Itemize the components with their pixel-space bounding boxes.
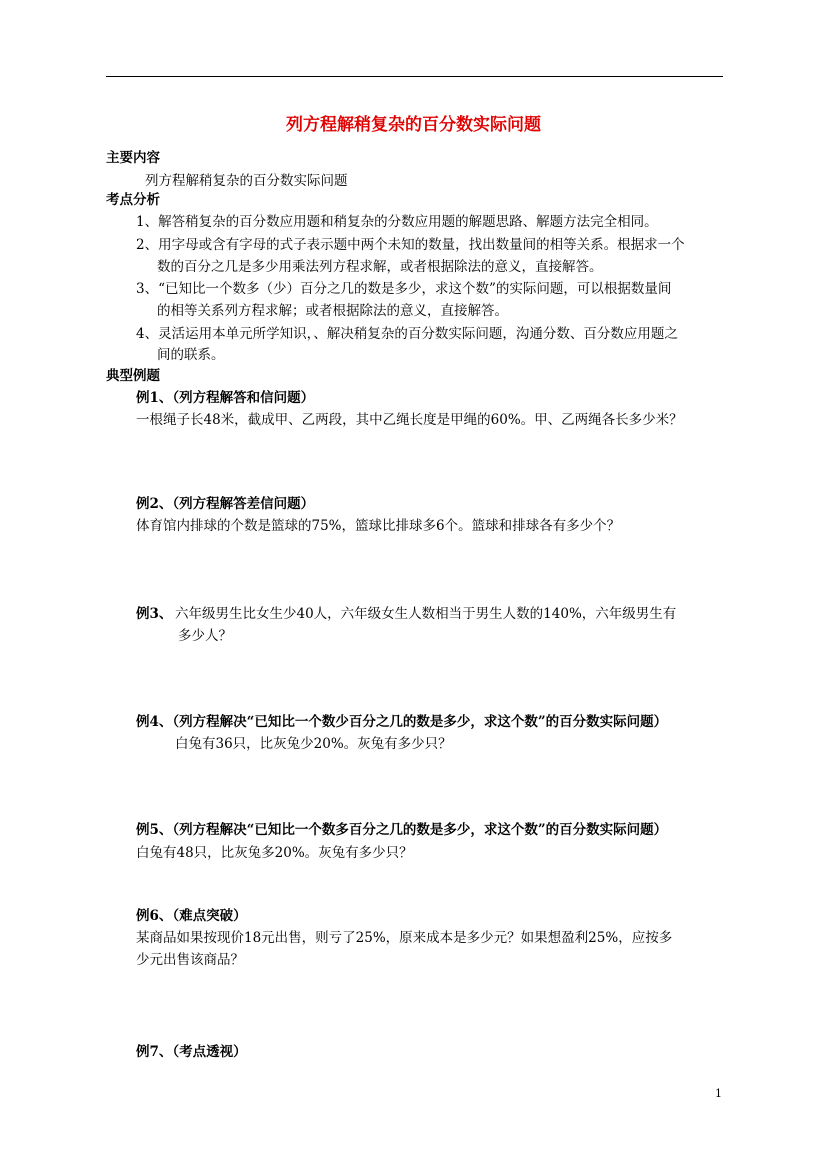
example-6-label: 例6、（难点突破） (136, 908, 247, 924)
example-3-text-cont: 多少人？ (178, 628, 232, 644)
analysis-heading: 考点分析 (106, 192, 160, 208)
example-7-label: 例7、（考点透视） (136, 1044, 247, 1060)
examples-heading: 典型例题 (106, 368, 160, 384)
analysis-item-3-cont: 的相等关系列方程求解；或者根据除法的意义，直接解答。 (157, 303, 508, 319)
example-6-text: 某商品如果按现价18元出售，则亏了25%，原来成本是多少元？如果想盈利25%，应按多 (136, 930, 673, 946)
example-3-text: 六年级男生比女生少40人，六年级女生人数相当于男生人数的140%，六年级男生有 (175, 606, 677, 622)
analysis-item-3: 3、“已知比一个数多（少）百分之几的数是多少，求这个数”的实际问题，可以根据数量间 (136, 281, 672, 297)
header-rule (106, 76, 723, 77)
analysis-item-2: 2、用字母或含有字母的式子表示题中两个未知的数量，找出数量间的相等关系。根据求一个 (136, 237, 685, 253)
example-3-label: 例3、 (136, 606, 173, 622)
example-1-label: 例1、（列方程解答和信问题） (136, 390, 315, 406)
example-5-label: 例5、（列方程解决“已知比一个数多百分之几的数是多少，求这个数”的百分数实际问题） (136, 822, 668, 838)
analysis-item-1: 1、解答稍复杂的百分数应用题和稍复杂的分数应用题的解题思路、解题方法完全相同。 (136, 214, 658, 230)
example-6-text-cont: 少元出售该商品？ (136, 952, 244, 968)
main-content-heading: 主要内容 (106, 150, 160, 166)
page-number: 1 (715, 1087, 722, 1100)
example-4-text: 白兔有36只，比灰兔少20%。灰兔有多少只？ (175, 736, 452, 752)
analysis-item-4-cont: 间的联系。 (157, 347, 225, 363)
page-title: 列方程解稍复杂的百分数实际问题 (286, 115, 541, 135)
example-1-text: 一根绳子长48米，截成甲、乙两段，其中乙绳长度是甲绳的60%。甲、乙两绳各长多少米？ (136, 412, 683, 428)
analysis-item-2-cont: 数的百分之几是多少用乘法列方程求解，或者根据除法的意义，直接解答。 (157, 259, 603, 275)
main-content-text: 列方程解稍复杂的百分数实际问题 (145, 173, 348, 189)
example-2-label: 例2、（列方程解答差信问题） (136, 496, 315, 512)
example-4-label: 例4、（列方程解决“已知比一个数少百分之几的数是多少，求这个数”的百分数实际问题） (136, 714, 668, 730)
analysis-item-4: 4、灵活运用本单元所学知识，、解决稍复杂的百分数实际问题，沟通分数、百分数应用题之 (136, 326, 678, 342)
example-5-text: 白兔有48只，比灰兔多20%。灰兔有多少只？ (136, 845, 413, 861)
example-2-text: 体育馆内排球的个数是篮球的75%，篮球比排球多6个。篮球和排球各有多少个？ (136, 518, 621, 534)
